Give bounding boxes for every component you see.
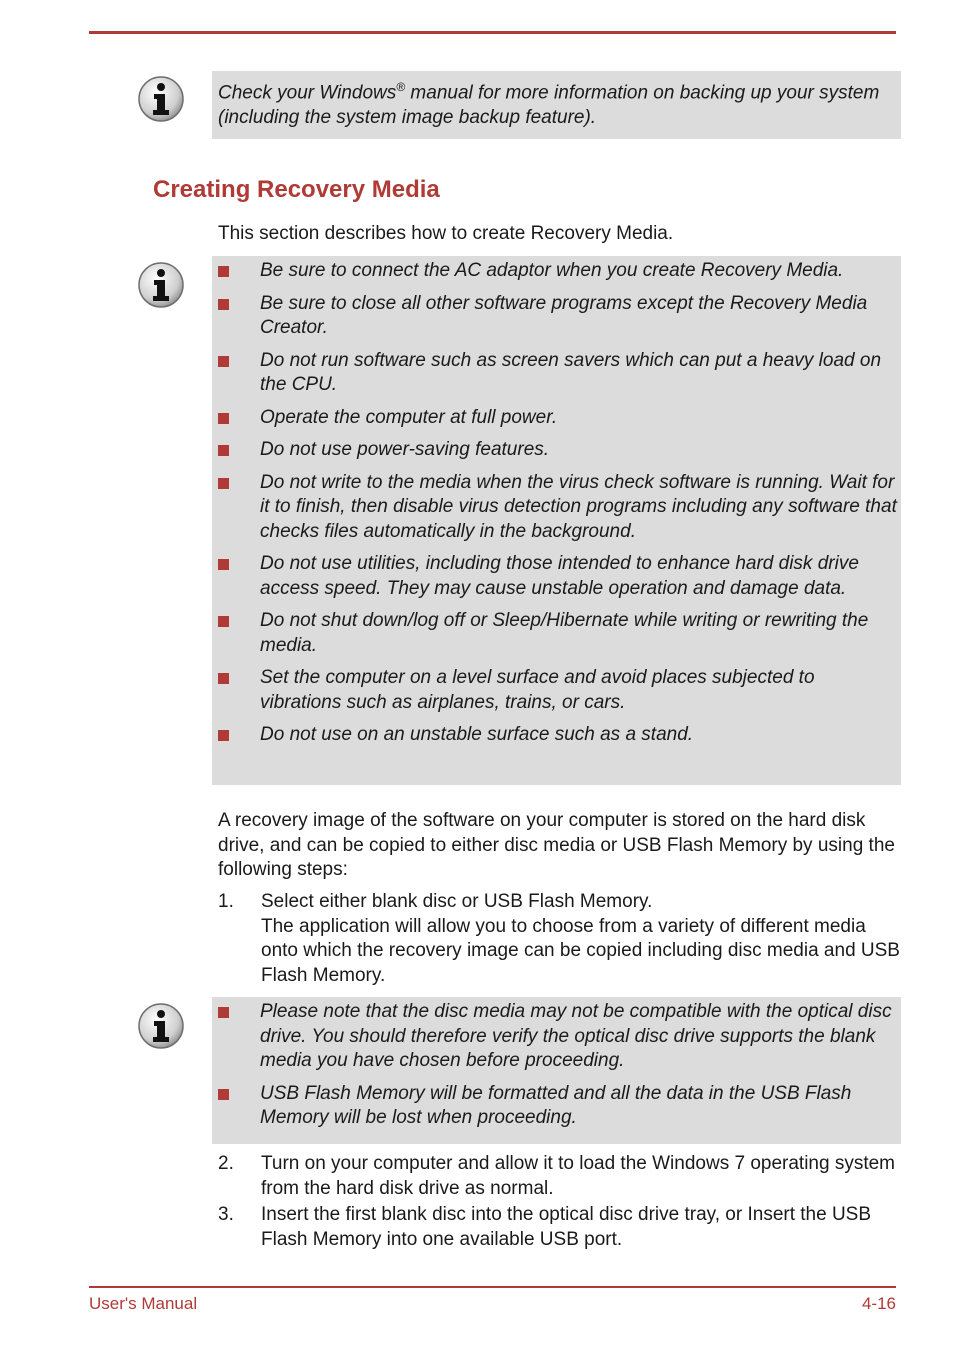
note-box-backup [212, 71, 901, 139]
step-text: Insert the first blank disc into the optical disc drive tray, or Insert the USB Flash Memory into one available USB port. [261, 1204, 872, 1250]
step-item [218, 1203, 901, 1252]
list-item: Do not shut down/log off or Sleep/Hibernate while writing or rewriting the media. [212, 609, 897, 658]
step-text: Select either blank disc or USB Flash Memory. [261, 891, 653, 912]
list-item: Do not use power-saving features. [212, 438, 897, 463]
list-item: Please note that the disc media may not be compatible with the optical disc drive. You should therefore verify the optical disc drive supports the blank media you have chosen before proceeding. [212, 1000, 897, 1074]
list-item: Be sure to connect the AC adaptor when you create Recovery Media. [212, 259, 897, 284]
header-rule [89, 31, 896, 34]
recovery-paragraph: A recovery image of the software on your computer is stored on the hard disk drive, and can be copied to either disc media or USB Flash Memory by using the following steps: [218, 810, 895, 880]
media-note-list [212, 1000, 897, 1131]
list-item: Set the computer on a level surface and avoid places subjected to vibrations such as airplanes, trains, or cars. [212, 666, 897, 715]
step-number: 3. [218, 1204, 234, 1225]
step-item [218, 1152, 901, 1201]
bullet-square-icon [218, 413, 229, 424]
step-text: Turn on your computer and allow it to load the Windows 7 operating system from the hard disk drive as normal. [261, 1153, 896, 1199]
step-detail: The application will allow you to choose from a variety of different media onto which the recovery image can be copied including disc media and USB Flash Memory. [261, 915, 900, 986]
list-item: Do not write to the media when the virus check software is running. Wait for it to finish, then disable virus detection programs including any software that checks files automatically in the background. [212, 471, 897, 545]
list-item: USB Flash Memory will be formatted and all the data in the USB Flash Memory will be lost when proceeding. [212, 1082, 897, 1131]
footer-manual-title: User's Manual [89, 1294, 198, 1313]
bullet-square-icon [218, 616, 229, 627]
section-heading: Creating Recovery Media [153, 176, 440, 203]
bullet-square-icon [218, 356, 229, 367]
bullet-square-icon [218, 266, 229, 277]
list-item: Do not run software such as screen savers which can put a heavy load on the CPU. [212, 349, 897, 398]
bullet-square-icon [218, 730, 229, 741]
bullet-square-icon [218, 1007, 229, 1018]
list-item: Be sure to close all other software programs except the Recovery Media Creator. [212, 292, 897, 341]
caution-list [212, 259, 897, 748]
steps-list [218, 890, 901, 990]
steps-list [218, 1152, 901, 1254]
section-intro: This section describes how to create Recovery Media. [218, 223, 674, 244]
bullet-square-icon [218, 478, 229, 489]
registered-mark: ® [396, 80, 406, 94]
step-number: 2. [218, 1153, 234, 1174]
list-item: Do not use utilities, including those intended to enhance hard disk drive access speed. They may cause unstable operation and damage data. [212, 552, 897, 601]
page-number: 4-16 [861, 1294, 896, 1313]
info-icon [137, 261, 185, 309]
step-item [218, 890, 901, 988]
bullet-square-icon [218, 299, 229, 310]
bullet-square-icon [218, 445, 229, 456]
info-icon [137, 1002, 185, 1050]
step-number: 1. [218, 891, 234, 912]
info-icon [137, 75, 185, 123]
note-box-recovery-cautions [212, 256, 901, 785]
bullet-square-icon [218, 559, 229, 570]
list-item: Operate the computer at full power. [212, 406, 897, 431]
note-text-backup: Check your Windows® manual for more information on backing up your system (including the system image backup feature). [218, 80, 880, 128]
list-item: Do not use on an unstable surface such as a stand. [212, 723, 897, 748]
bullet-square-icon [218, 673, 229, 684]
bullet-square-icon [218, 1089, 229, 1100]
footer-rule [89, 1286, 896, 1288]
note-box-media [212, 997, 901, 1144]
